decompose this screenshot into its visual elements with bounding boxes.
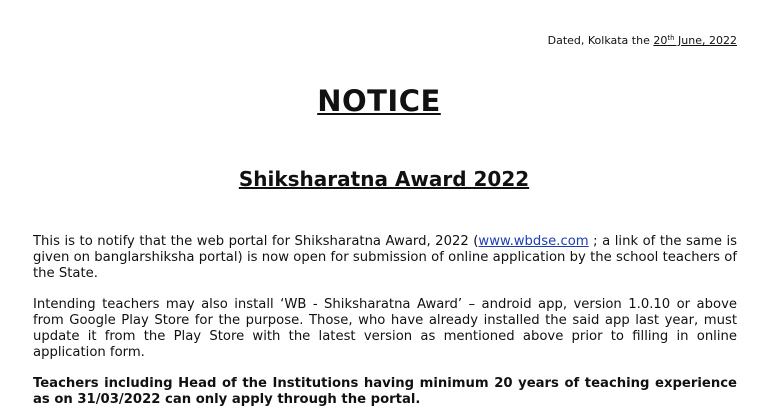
date-day-suffix: th [667, 34, 675, 42]
date-day: 20 [653, 34, 668, 47]
paragraph-portal-text-start: This is to notify that the web portal for Shiksharatna Award, 2022 ( [33, 234, 479, 249]
paragraph-eligibility: Teachers including Head of the Institutions having minimum 20 years of teaching experience as on 31/03/2022 can only apply through the portal. [33, 376, 737, 407]
notice-date [548, 34, 737, 47]
date-month-year: June, 2022 [674, 34, 737, 47]
date-value [653, 34, 737, 47]
paragraph-portal-text-end: ; a link of the same is given on banglarshiksha portal) is now open for submission of online application by the school teachers of the State. [33, 234, 737, 281]
portal-link[interactable]: www.wbdse.com [478, 234, 589, 249]
date-prefix: Dated, Kolkata the [547, 34, 654, 47]
paragraph-portal-open [33, 234, 737, 282]
award-title: Shiksharatna Award 2022 [238, 167, 530, 191]
page-title: NOTICE [317, 84, 441, 118]
paragraph-android-app: Intending teachers may also install ‘WB - Shiksharatna Award’ – android app, version 1.0.10 or above from Google Play Store for the purpose. Those, who have already installed the said app last year, must update it from the Play Store with the latest version as mentioned above prior to filling in online application form. [33, 297, 737, 360]
